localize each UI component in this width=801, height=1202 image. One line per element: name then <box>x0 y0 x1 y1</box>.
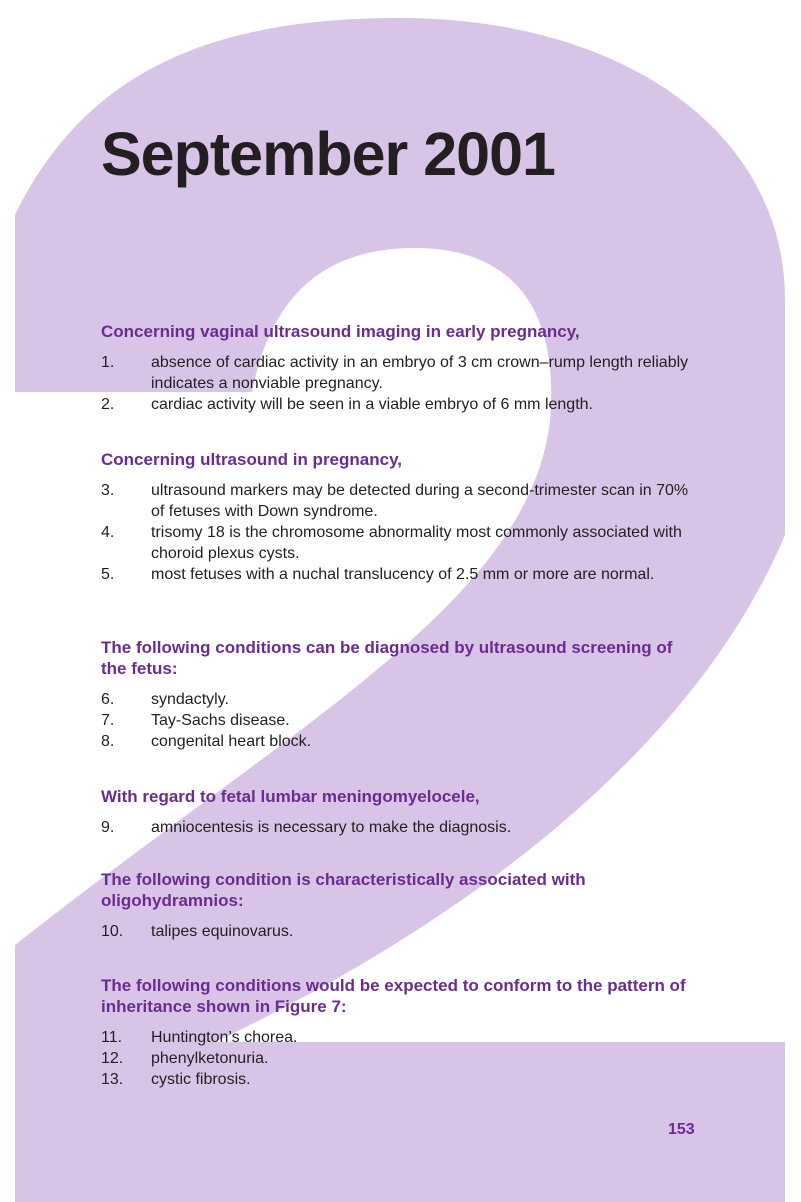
item-text: congenital heart block. <box>151 733 312 750</box>
item-number: 6. <box>101 691 115 708</box>
item-number: 1. <box>101 354 115 371</box>
list-item <box>101 1048 701 1069</box>
item-text: talipes equinovarus. <box>151 923 294 940</box>
question-group-6 <box>101 975 701 1090</box>
item-text: most fetuses with a nuchal translucency of 2.5 mm or more are normal. <box>151 566 655 583</box>
item-number: 9. <box>101 819 115 836</box>
item-text: syndactyly. <box>151 691 229 708</box>
question-group-heading: The following condition is characteristically associated with oligohydramnios: <box>101 870 586 910</box>
question-group-heading: The following conditions would be expected to conform to the pattern of inheritance shown in Figure 7: <box>101 976 686 1016</box>
list-item <box>101 1069 701 1090</box>
question-group-3 <box>101 637 701 752</box>
list-item <box>101 921 701 942</box>
question-group-1 <box>101 321 701 415</box>
item-number: 12. <box>101 1050 124 1067</box>
item-number: 2. <box>101 396 115 413</box>
question-group-4 <box>101 786 701 838</box>
page-number: 153 <box>668 1121 695 1138</box>
question-group-heading: Concerning vaginal ultrasound imaging in early pregnancy, <box>101 322 580 341</box>
list-item <box>101 522 701 564</box>
item-number: 7. <box>101 712 115 729</box>
item-number: 4. <box>101 524 115 541</box>
item-number: 8. <box>101 733 115 750</box>
item-text: ultrasound markers may be detected during a second-trimester scan in 70% of fetuses with Down syndrome. <box>151 482 689 520</box>
list-item <box>101 710 701 731</box>
item-number: 10. <box>101 923 124 940</box>
list-item <box>101 352 701 394</box>
list-item <box>101 394 701 415</box>
item-number: 3. <box>101 482 115 499</box>
page-title: September 2001 <box>101 120 555 188</box>
question-group-5 <box>101 869 701 942</box>
question-group-heading: Concerning ultrasound in pregnancy, <box>101 450 402 469</box>
list-item <box>101 480 701 522</box>
item-text: amniocentesis is necessary to make the diagnosis. <box>151 819 512 836</box>
item-text: Tay-Sachs disease. <box>151 712 290 729</box>
list-item <box>101 689 701 710</box>
item-text: trisomy 18 is the chromosome abnormality most commonly associated with choroid plexus cysts. <box>151 524 682 562</box>
list-item <box>101 1027 701 1048</box>
item-number: 13. <box>101 1071 124 1088</box>
item-number: 11. <box>101 1029 123 1046</box>
list-item <box>101 564 701 585</box>
question-group-heading: With regard to fetal lumbar meningomyelocele, <box>101 787 480 806</box>
item-number: 5. <box>101 566 115 583</box>
question-group-heading: The following conditions can be diagnosed by ultrasound screening of the fetus: <box>101 638 673 678</box>
item-text: cardiac activity will be seen in a viable embryo of 6 mm length. <box>151 396 593 413</box>
question-group-2 <box>101 449 701 585</box>
item-text: Huntington’s chorea. <box>151 1029 298 1046</box>
list-item <box>101 731 701 752</box>
list-item <box>101 817 701 838</box>
item-text: absence of cardiac activity in an embryo of 3 cm crown–rump length reliably indicates a nonviable pregnancy. <box>151 354 689 392</box>
item-text: phenylketonuria. <box>151 1050 269 1067</box>
item-text: cystic fibrosis. <box>151 1071 251 1088</box>
